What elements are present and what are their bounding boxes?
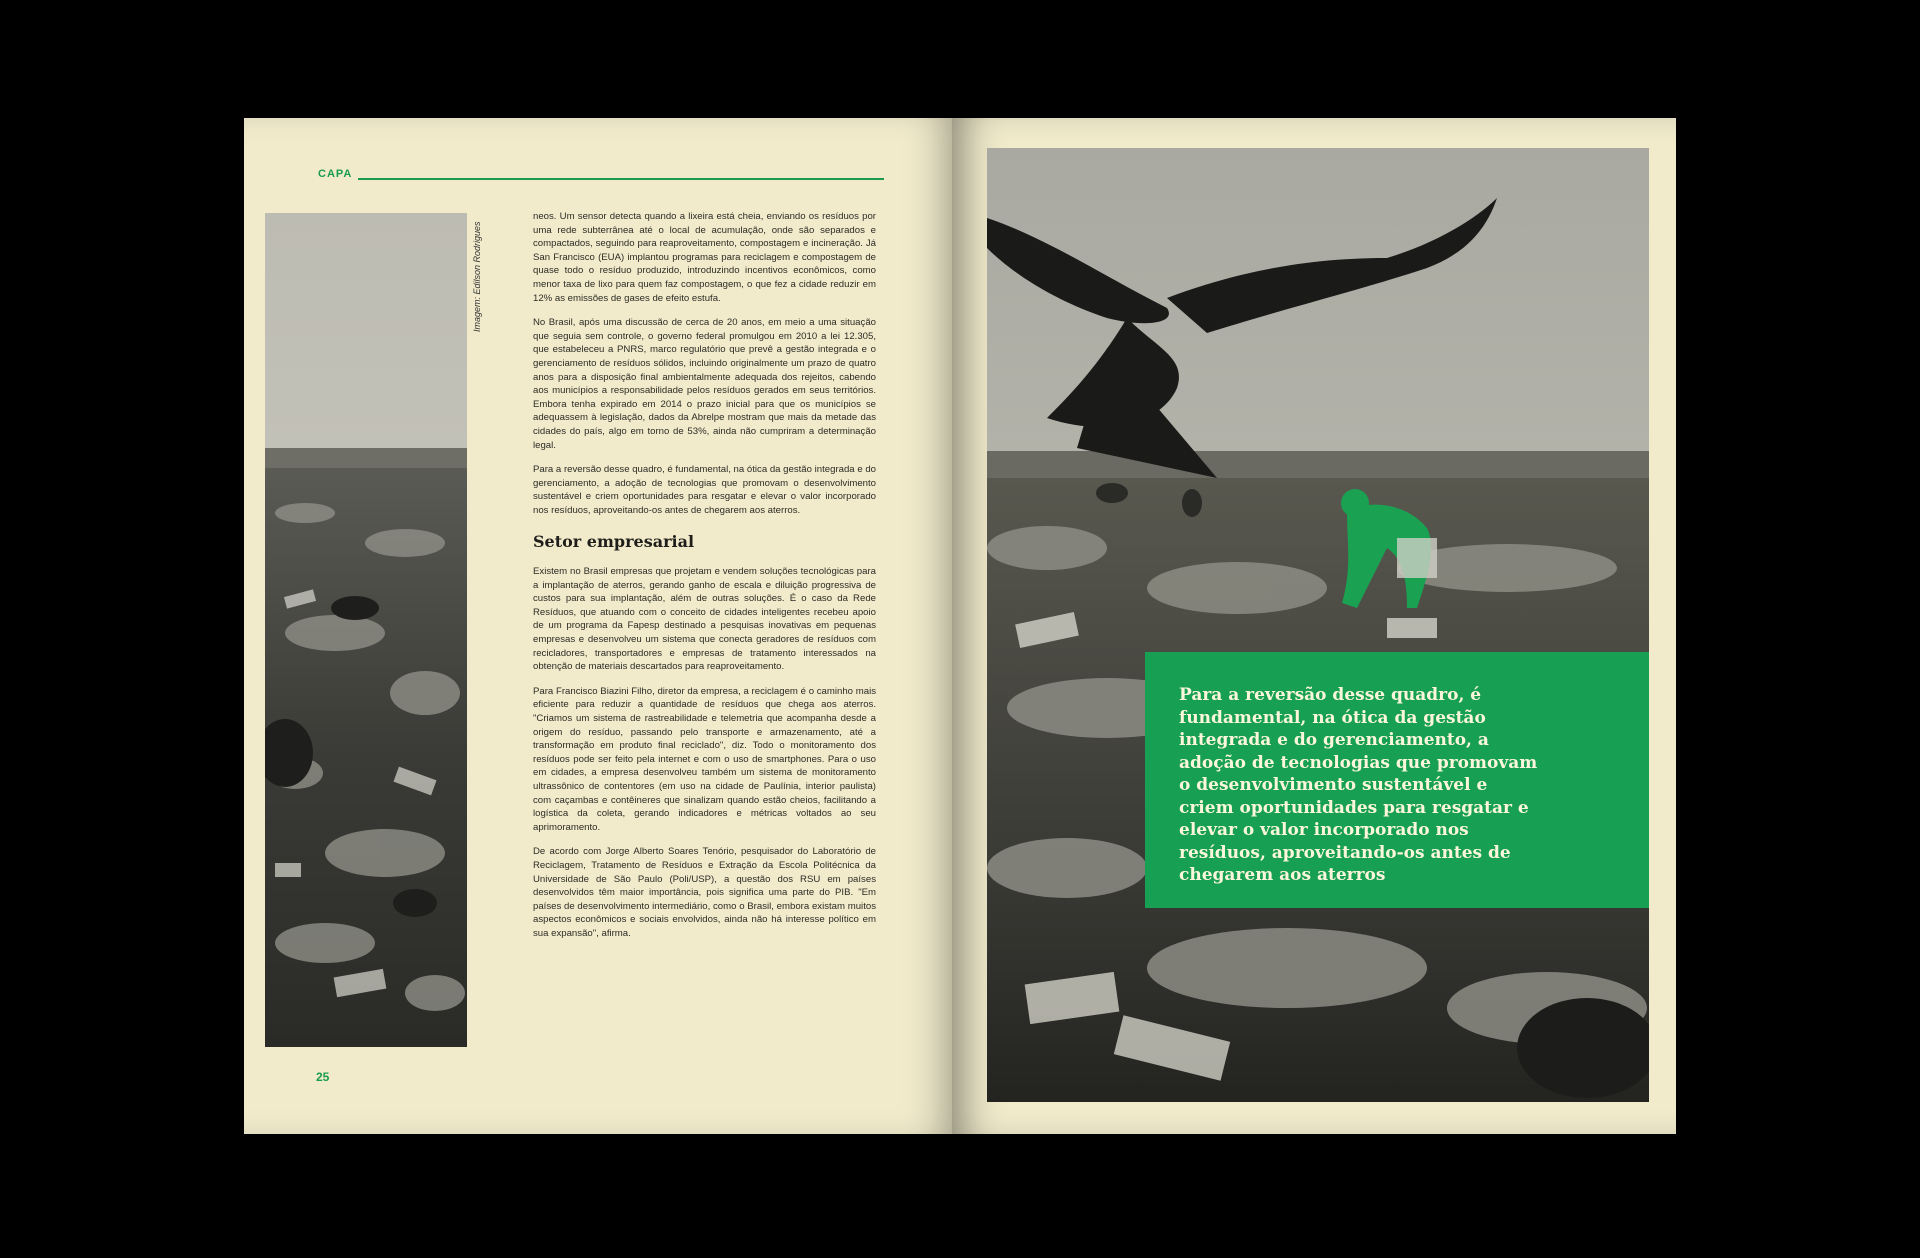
article-paragraph: Para Francisco Biazini Filho, diretor da empresa, a reciclagem é o caminho mais eficiente para reduzir a quantidade de resíduos que chega aos aterros. "Criamos um sistema de rastreabilidade e telemetria que acompanha desde a origem do resíduo, passando pelo transporte e armazenamento, até a transformação em produto final reciclado", diz. Todo o monitoramento dos resíduos pode ser feito pela internet e com o uso de smartphones. Para o uso em cidades, a empresa desenvolveu também um sistema de monitoramento ultrassônico de contentores (em uso na cidade de Paulínia, interior paulista) com caçambas e contêineres que sinalizam quando estão cheios, facilitando a logística da coleta, gerando indicadores e métricas voltados ao seu aprimoramento. <box>533 685 876 833</box>
landfill-photo-left <box>265 213 467 1047</box>
left-page <box>244 118 956 1134</box>
photo-credit: Imagem: Edilson Rodrigues <box>472 221 482 332</box>
section-label: CAPA <box>318 168 353 180</box>
landfill-photo-right <box>987 148 1649 1102</box>
subheading: Setor empresarial <box>533 532 695 552</box>
article-paragraph: Existem no Brasil empresas que projetam e vendem soluções tecnológicas para a implantação de aterros, gerando ganho de escala e diluição progressiva de custos para sua implantação, além de outras soluções. É o caso da Rede Resíduos, que atuando com o conceito de cidades inteligentes recebeu apoio de um programa da Fapesp destinado a pesquisas inovativas em pequenas empresas e desenvolveu um sistema que conecta geradores de resíduos com recicladores, transportadores e empresas de tratamento interessados na obtenção de materiais descartados para reaproveitamento. <box>533 566 876 673</box>
page-number: 25 <box>316 1070 330 1084</box>
article-paragraph: De acordo com Jorge Alberto Soares Tenório, pesquisador do Laboratório de Reciclagem, Tratamento de Resíduos e Extração da Escola Politécnica da Universidade de São Paulo (Poli/USP), a questão dos RSU em países desenvolvidos têm maior importância, pois significa uma parte do PIB. "Em países de desenvolvimento intermediário, como o Brasil, embora existam muitos aspectos econômicos e sociais envolvidos, ainda não há interesse político em sua expansão", afirma. <box>533 846 876 939</box>
section-rule <box>358 178 884 180</box>
article-column <box>533 210 876 952</box>
article-paragraph: No Brasil, após uma discussão de cerca de 20 anos, em meio a uma situação que seguia sem controle, o governo federal promulgou em 2010 a lei 12.305, que estabeleceu a PNRS, marco regulatório que prevê a gestão integrada e o gerenciamento de resíduos sólidos, incluindo originalmente um prazo de quatro anos para a disposição final ambientalmente adequada dos rejeitos, cabendo aos municípios a responsabilidade pelos resíduos gerados em seus territórios. Embora tenha expirado em 2014 o prazo inicial para que os municípios se adequassem à legislação, dados da Abrelpe mostram que mais da metade das cidades do país, algo em torno de 53%, ainda não cumpriram a determinação legal. <box>533 317 876 451</box>
pull-quote-box <box>1145 652 1649 908</box>
right-page <box>952 118 1676 1134</box>
article-paragraph: neos. Um sensor detecta quando a lixeira está cheia, enviando os resíduos por uma rede subterrânea até o local de acumulação, onde são separados e compactados, seguindo para reaproveitamento, compostagem e incineração. Já San Francisco (EUA) implantou programas para reciclagem e compostagem de quase todo o resíduo produzido, introduzindo incentivos econômicos, como menor taxa de lixo para quem faz compostagem, o que fez a cidade reduzir em 12% as emissões de gases de efeito estufa. <box>533 211 876 304</box>
article-paragraph: Para a reversão desse quadro, é fundamental, na ótica da gestão integrada e do gerenciamento, a adoção de tecnologias que promovam o desenvolvimento sustentável e criem oportunidades para resgatar e elevar o valor incorporado nos resíduos, aproveitando-os antes de chegarem aos aterros. <box>533 464 876 516</box>
pull-quote: Para a reversão desse quadro, é fundamental, na ótica da gestão integrada e do gerenciamento, a adoção de tecnologias que promovam o desenvolvimento sustentável e criem oportunidades para resgatar e elevar o valor incorporado nos resíduos, aproveitando-os antes de chegarem aos aterros <box>1179 685 1538 885</box>
